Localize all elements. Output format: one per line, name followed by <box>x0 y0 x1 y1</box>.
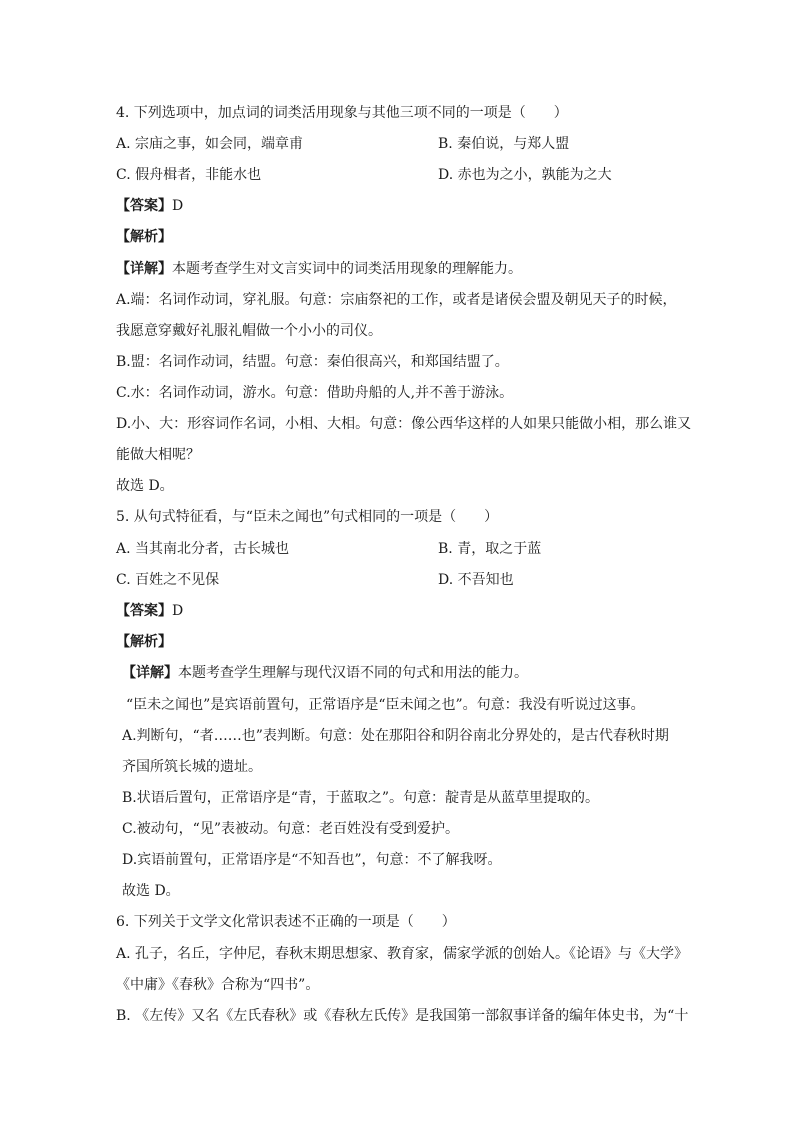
question-4-explanation-a: A.端：名词作动词，穿礼服。句意：宗庙祭祀的工作，或者是诸侯会盟及朝见天子的时候， <box>116 292 677 308</box>
question-4-explanation-a-cont: 我愿意穿戴好礼服礼帽做一个小小的司仪。 <box>116 323 382 339</box>
question-5-option-d: D. 不吾知也 <box>438 572 514 588</box>
question-5-detail-line-1 <box>122 664 528 682</box>
answer-tag: 【答案】 <box>116 603 172 619</box>
question-5-explanation-b: B.状语后置句，正常语序是“青，于蓝取之”。句意：靛青是从蓝草里提取的。 <box>122 790 600 806</box>
question-4-answer <box>116 197 183 215</box>
question-5-explanation-intro: “臣未之闻也”是宾语前置句，正常语序是“臣未闻之也”。句意：我没有听说过这事。 <box>126 697 645 713</box>
answer-value: D <box>172 603 184 619</box>
question-4-explanation-b: B.盟：名词作动词，结盟。句意：秦伯很高兴，和郑国结盟了。 <box>116 354 509 370</box>
question-4-stem: 4. 下列选项中，加点词的词类活用现象与其他三项不同的一项是（ ） <box>116 105 568 121</box>
question-5-option-c: C. 百姓之不见保 <box>116 572 220 588</box>
question-5-explanation-a-cont: 齐国所筑长城的遗址。 <box>122 759 262 775</box>
question-5-answer <box>116 602 183 620</box>
question-6-option-a-cont: 《中庸》《春秋》合称为“四书”。 <box>116 977 320 993</box>
answer-value: D <box>172 198 184 214</box>
question-5-explanation-c: C.被动句，“见”表被动。句意：老百姓没有受到爱护。 <box>122 821 459 837</box>
question-4-explanation-d: D.小、大：形容词作名词，小相、大相。句意：像公西华这样的人如果只能做小相，那么谁又 <box>116 416 692 432</box>
analysis-tag: 【解析】 <box>116 634 172 650</box>
question-5-explanation-d: D.宾语前置句，正常语序是“不知吾也”，句意：不了解我呀。 <box>122 852 502 868</box>
question-5-conclusion: 故选 D。 <box>122 883 180 899</box>
question-6-stem: 6. 下列关于文学文化常识表述不正确的一项是（ ） <box>116 914 456 930</box>
question-4-option-b: B. 秦伯说，与郑人盟 <box>438 136 570 152</box>
detail-text: 本题考查学生理解与现代汉语不同的句式和用法的能力。 <box>178 665 528 681</box>
question-6-option-b: B. 《左传》又名《左氏春秋》或《春秋左氏传》是我国第一部叙事详备的编年体史书，为“十 <box>116 1008 689 1024</box>
answer-tag: 【答案】 <box>116 198 172 214</box>
question-4-option-c: C. 假舟楫者，非能水也 <box>116 167 262 183</box>
question-4-detail-line-1 <box>116 260 522 278</box>
question-5-stem: 5. 从句式特征看，与“臣未之闻也”句式相同的一项是（ ） <box>116 509 499 525</box>
question-4-conclusion: 故选 D。 <box>116 478 174 494</box>
question-4-option-d: D. 赤也为之小，孰能为之大 <box>438 167 612 183</box>
question-5-option-a: A. 当其南北分者，古长城也 <box>116 541 290 557</box>
question-4-explanation-d-cont: 能做大相呢？ <box>116 447 200 463</box>
detail-tag: 【详解】 <box>116 261 172 277</box>
detail-tag: 【详解】 <box>122 665 178 681</box>
question-5-option-b: B. 青，取之于蓝 <box>438 541 542 557</box>
question-4-option-a: A. 宗庙之事，如会同，端章甫 <box>116 136 304 152</box>
question-5-explanation-a: A.判断句，“者……也”表判断。句意：处在那阳谷和阴谷南北分界处的，是古代春秋时期 <box>122 728 669 744</box>
detail-text: 本题考查学生对文言实词中的词类活用现象的理解能力。 <box>172 261 522 277</box>
analysis-tag: 【解析】 <box>116 229 172 245</box>
question-4-explanation-c: C.水：名词作动词，游水。句意：借助舟船的人,并不善于游泳。 <box>116 385 514 401</box>
question-6-option-a: A. 孔子，名丘，字仲尼，春秋末期思想家、教育家，儒家学派的创始人。《论语》与《大学》 <box>116 946 689 962</box>
